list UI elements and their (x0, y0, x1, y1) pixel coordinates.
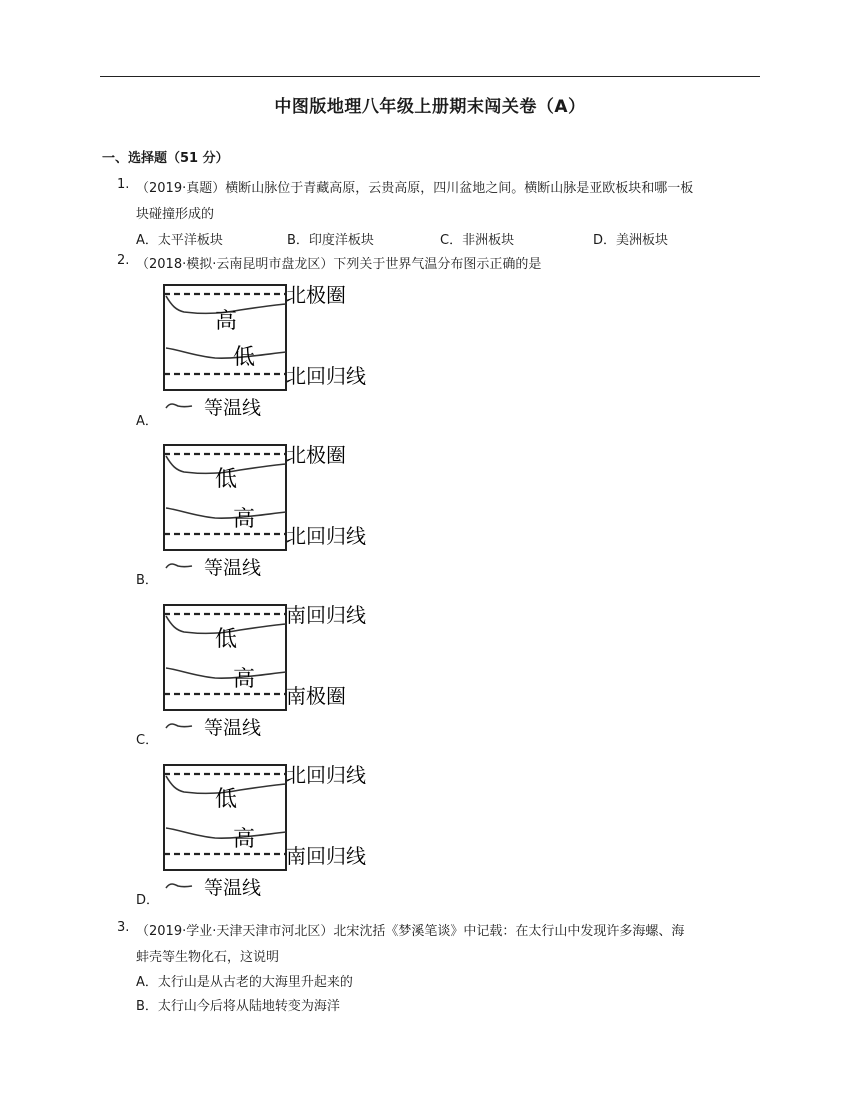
upper-label: 高 (214, 309, 238, 334)
upper-label: 低 (214, 627, 238, 652)
question-text-line: 蚌壳等生物化石，这说明 (136, 950, 280, 965)
lower-label: 高 (232, 507, 256, 532)
upper-label: 低 (214, 467, 238, 492)
top-line-label: 北极圈 (286, 283, 346, 307)
option-b-figure[interactable] (160, 440, 370, 584)
header-rule (100, 76, 760, 77)
option-b[interactable]: B．太行山今后将从陆地转变为海洋 (136, 999, 340, 1014)
question-number: 1. (117, 177, 130, 192)
legend-isotherm-icon (166, 564, 192, 568)
lower-label: 高 (232, 667, 256, 692)
bottom-line-label: 北回归线 (286, 364, 366, 388)
option-c-figure[interactable] (160, 600, 370, 744)
question-text-line: 块碰撞形成的 (136, 207, 215, 222)
top-line-label: 南回归线 (286, 603, 366, 627)
bottom-line-label: 南回归线 (286, 844, 366, 868)
lower-label: 高 (232, 827, 256, 852)
option-d[interactable]: D． (136, 893, 160, 908)
legend-label: 等温线 (204, 877, 262, 899)
bottom-line-label: 南极圈 (286, 684, 346, 708)
legend-isotherm-icon (166, 404, 192, 408)
option-d-figure[interactable] (160, 760, 370, 904)
option-c[interactable]: C． (136, 733, 159, 748)
lower-label: 低 (232, 345, 256, 370)
legend-isotherm-icon (166, 724, 192, 728)
bottom-line-label: 北回归线 (286, 524, 366, 548)
upper-label: 低 (214, 787, 238, 812)
question-number: 3. (117, 920, 130, 935)
page-title: 中图版地理八年级上册期末闯关卷（A） (274, 97, 586, 117)
question-text-line: （2019·学业·天津天津市河北区）北宋沈括《梦溪笔谈》中记载：在太行山中发现许多海螺、海 (136, 924, 685, 939)
option-c[interactable]: C．非洲板块 (440, 233, 515, 248)
top-line-label: 北回归线 (286, 763, 366, 787)
option-b[interactable]: B． (136, 573, 158, 588)
question-text-line: （2019·真题）横断山脉位于青藏高原，云贵高原，四川盆地之间。横断山脉是亚欧板块和哪一板 (136, 181, 694, 196)
option-a[interactable]: A．太行山是从古老的大海里升起来的 (136, 975, 353, 990)
option-b[interactable]: B．印度洋板块 (287, 233, 374, 248)
question-text-line: （2018·模拟·云南昆明市盘龙区）下列关于世界气温分布图示正确的是 (136, 257, 542, 272)
option-a-figure[interactable] (160, 280, 370, 424)
legend-label: 等温线 (204, 397, 262, 419)
option-d[interactable]: D．美洲板块 (593, 233, 669, 248)
question-number: 2. (117, 253, 130, 268)
section-heading: 一、选择题（51 分） (102, 151, 229, 166)
top-line-label: 北极圈 (286, 443, 346, 467)
legend-label: 等温线 (204, 557, 262, 579)
legend-isotherm-icon (166, 884, 192, 888)
option-a[interactable]: A．太平洋板块 (136, 233, 223, 248)
legend-label: 等温线 (204, 717, 262, 739)
option-a[interactable]: A． (136, 414, 158, 429)
